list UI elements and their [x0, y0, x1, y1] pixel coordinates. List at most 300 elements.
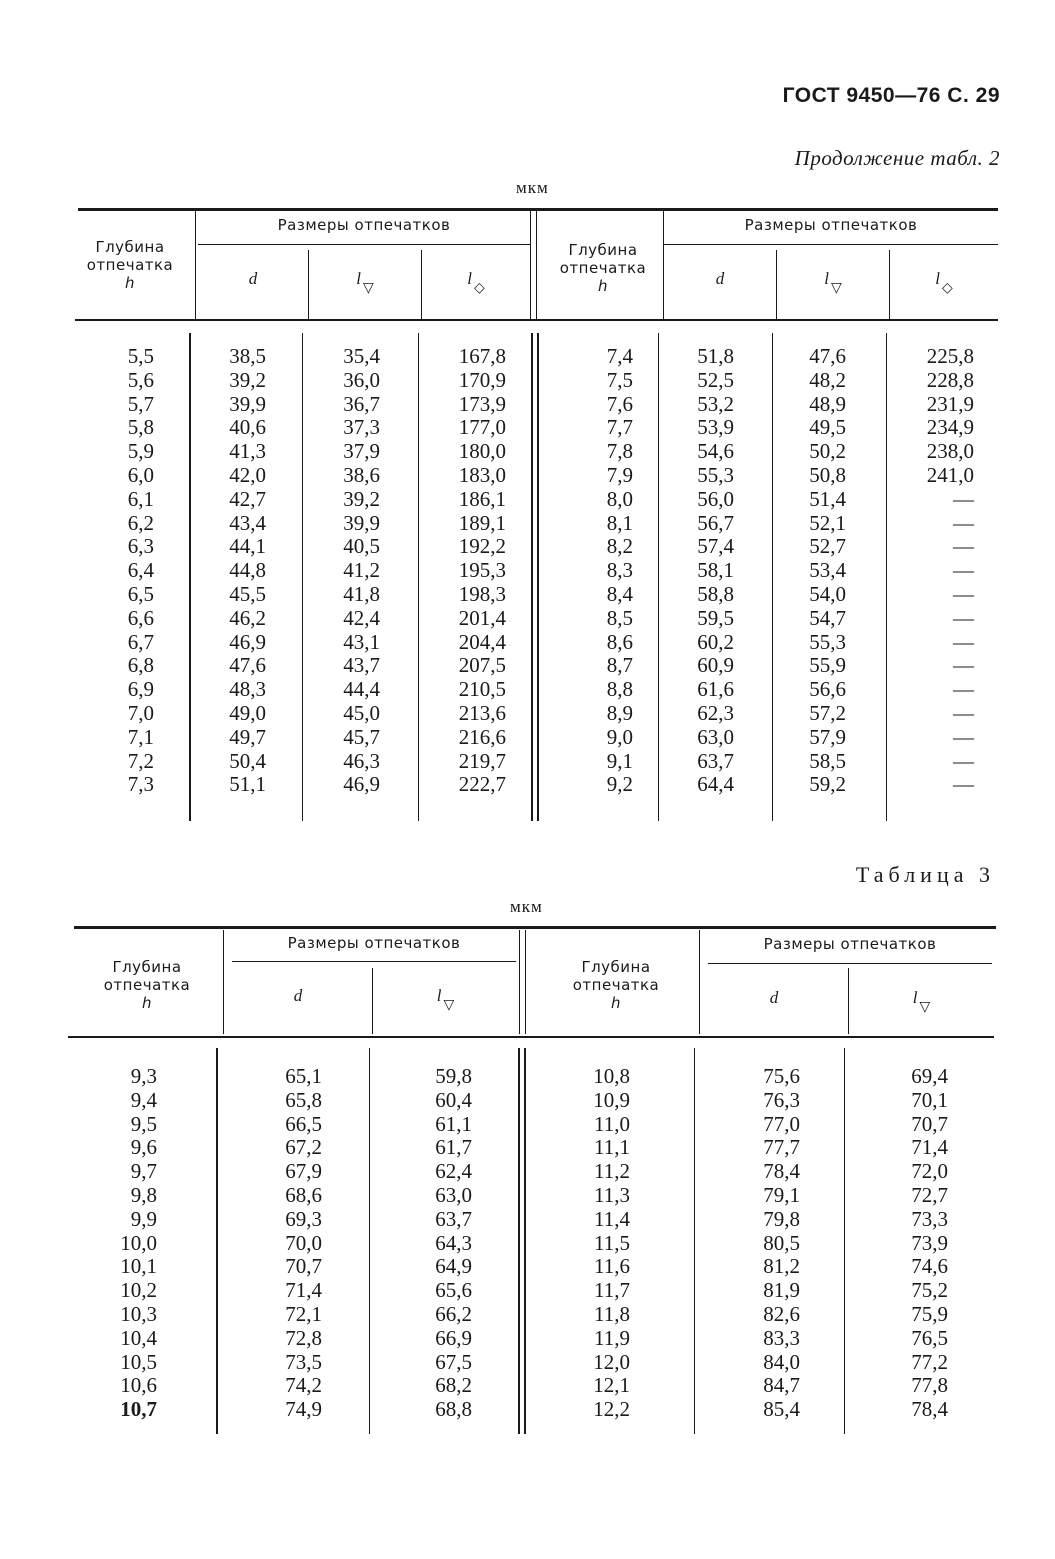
table-cell: 49,7: [229, 724, 266, 749]
table3-right-h-column: [560, 1065, 630, 1422]
table-cell: 57,2: [809, 700, 846, 725]
table-cell: 10,6: [120, 1373, 157, 1398]
table3-divider: [518, 1048, 520, 1434]
table-cell: 81,9: [763, 1278, 800, 1303]
table-cell: 55,3: [809, 629, 846, 654]
table-cell: 55,9: [809, 653, 846, 678]
table-cell: 8,0: [606, 486, 633, 511]
table-cell: 40,5: [343, 534, 380, 559]
table-cell: 77,7: [763, 1135, 800, 1160]
table-cell: 52,5: [697, 367, 734, 392]
depth-symbol: h: [124, 274, 135, 292]
table-cell: 7,2: [127, 748, 154, 773]
table-cell: 76,3: [763, 1087, 800, 1112]
table-cell: 8,1: [606, 510, 633, 535]
table-cell: 70,1: [911, 1087, 948, 1112]
table-cell: 77,0: [763, 1111, 800, 1136]
table-cell: —: [953, 653, 974, 678]
table-cell: 10,9: [593, 1087, 630, 1112]
table-cell: 195,3: [458, 558, 506, 583]
table-cell: 73,5: [285, 1349, 322, 1374]
table-cell: 9,7: [130, 1159, 157, 1184]
table-cell: 9,0: [606, 724, 633, 749]
table-cell: 216,6: [458, 724, 506, 749]
table-cell: 45,5: [229, 581, 266, 606]
table-cell: 79,8: [763, 1206, 800, 1231]
table-cell: 219,7: [458, 748, 506, 773]
table-cell: 43,1: [343, 629, 380, 654]
table-cell: 58,8: [697, 581, 734, 606]
table-cell: 39,9: [343, 510, 380, 535]
table-cell: 38,6: [343, 462, 380, 487]
table3-title: Таблица 3: [855, 862, 995, 887]
table-cell: 42,7: [229, 486, 266, 511]
table-cell: 36,0: [343, 367, 380, 392]
table-cell: 11,7: [594, 1278, 630, 1303]
table-cell: 42,0: [229, 462, 266, 487]
table-cell: 7,5: [606, 367, 633, 392]
table-cell: —: [953, 677, 974, 702]
table-cell: 46,3: [343, 748, 380, 773]
table-cell: 8,3: [606, 558, 633, 583]
table-cell: 85,4: [763, 1397, 800, 1422]
table-cell: 180,0: [458, 439, 506, 464]
table-cell: 189,1: [458, 510, 506, 535]
table-cell: —: [953, 581, 974, 606]
table-cell: 186,1: [458, 486, 506, 511]
table-cell: 39,2: [229, 367, 266, 392]
table-cell: 7,7: [606, 415, 633, 440]
table-cell: 9,3: [130, 1064, 157, 1088]
table-cell: 207,5: [458, 653, 506, 678]
table-cell: 48,9: [809, 391, 846, 416]
table-cell: 54,0: [809, 581, 846, 606]
table-cell: 7,8: [606, 439, 633, 464]
table-cell: 8,4: [606, 581, 633, 606]
table-cell: 6,0: [127, 462, 154, 487]
table-cell: —: [953, 700, 974, 725]
sizes-header: Размеры отпечатков: [277, 216, 451, 234]
table-cell: 7,1: [127, 724, 154, 749]
table-cell: 46,2: [229, 605, 266, 630]
table-cell: 68,6: [285, 1182, 322, 1207]
table-cell: 78,4: [763, 1159, 800, 1184]
table3-right-l-triangle-column: [876, 1065, 948, 1422]
table-cell: 213,6: [458, 700, 506, 725]
table-cell: 37,3: [343, 415, 380, 440]
table-cell: 8,9: [606, 700, 633, 725]
page-header: ГОСТ 9450—76 С. 29: [782, 84, 1000, 107]
table-cell: 51,1: [229, 772, 266, 797]
table-cell: 8,5: [606, 605, 633, 630]
table-cell: 238,0: [926, 439, 974, 464]
table3-left-h-column: [95, 1065, 157, 1422]
table-cell: 198,3: [458, 581, 506, 606]
table-cell: 41,8: [343, 581, 380, 606]
table-cell: 66,2: [435, 1301, 472, 1326]
table-cell: 67,5: [435, 1349, 472, 1374]
table-cell: 241,0: [926, 462, 974, 487]
table-cell: 10,7: [120, 1397, 157, 1422]
table-cell: 39,2: [343, 486, 380, 511]
table-cell: 55,3: [697, 462, 734, 487]
table-cell: 65,6: [435, 1278, 472, 1303]
table-cell: 9,1: [606, 748, 633, 773]
table2-unit: мкм: [516, 178, 549, 197]
table-cell: 84,0: [763, 1349, 800, 1374]
table3-right-d-column: [728, 1065, 800, 1422]
table-cell: 56,0: [697, 486, 734, 511]
table-cell: 52,7: [809, 534, 846, 559]
table-cell: 79,1: [763, 1182, 800, 1207]
table-cell: 64,3: [435, 1230, 472, 1255]
table-cell: 222,7: [458, 772, 506, 797]
table-cell: 43,7: [343, 653, 380, 678]
table-cell: 76,5: [911, 1325, 948, 1350]
d-column-header: d: [715, 269, 725, 288]
table-cell: 10,5: [120, 1349, 157, 1374]
table-cell: 71,4: [911, 1135, 948, 1160]
l-symbol: l: [436, 986, 442, 1005]
table-cell: 10,1: [120, 1254, 157, 1279]
table-cell: 75,2: [911, 1278, 948, 1303]
table-cell: 75,6: [763, 1064, 800, 1088]
depth-header-line2: отпечатка: [572, 976, 660, 994]
table-cell: 47,6: [809, 344, 846, 368]
table-cell: 46,9: [343, 772, 380, 797]
table-cell: 43,4: [229, 510, 266, 535]
table-cell: 61,7: [435, 1135, 472, 1160]
table-cell: 7,9: [606, 462, 633, 487]
table-cell: 228,8: [926, 367, 974, 392]
depth-symbol: h: [597, 277, 608, 295]
depth-header-line1: Глубина: [568, 241, 638, 259]
table-cell: 204,4: [458, 629, 506, 654]
table3-top-rule: [74, 926, 996, 929]
depth-header-line1: Глубина: [95, 238, 165, 256]
table-cell: 45,7: [343, 724, 380, 749]
table-cell: 84,7: [763, 1373, 800, 1398]
table-cell: 9,4: [130, 1087, 157, 1112]
table-cell: 54,7: [809, 605, 846, 630]
table-cell: 9,5: [130, 1111, 157, 1136]
table-cell: 64,9: [435, 1254, 472, 1279]
table-cell: 37,9: [343, 439, 380, 464]
table-cell: 83,3: [763, 1325, 800, 1350]
table3-divider: [524, 1048, 526, 1434]
table-cell: 58,1: [697, 558, 734, 583]
table-cell: 12,0: [593, 1349, 630, 1374]
table-cell: 11,5: [594, 1230, 630, 1255]
table-cell: 10,0: [120, 1230, 157, 1255]
table-cell: 6,3: [127, 534, 154, 559]
sizes-header: Размеры отпечатков: [287, 934, 461, 952]
table-cell: 65,1: [285, 1064, 322, 1088]
table-cell: 77,8: [911, 1373, 948, 1398]
table-cell: 63,0: [435, 1182, 472, 1207]
table-cell: 58,5: [809, 748, 846, 773]
table-cell: 225,8: [926, 344, 974, 368]
table3-sizes-rule-right: [708, 963, 992, 964]
table-cell: 12,1: [593, 1373, 630, 1398]
table-cell: 74,9: [285, 1397, 322, 1422]
table-cell: 50,8: [809, 462, 846, 487]
table-cell: 53,4: [809, 558, 846, 583]
table-cell: 67,9: [285, 1159, 322, 1184]
table-cell: —: [953, 605, 974, 630]
table-cell: 77,2: [911, 1349, 948, 1374]
table-cell: 8,8: [606, 677, 633, 702]
table-cell: 70,7: [911, 1111, 948, 1136]
table-cell: 72,0: [911, 1159, 948, 1184]
table-cell: 78,4: [911, 1397, 948, 1422]
table-cell: 9,6: [130, 1135, 157, 1160]
table-cell: 10,8: [593, 1064, 630, 1088]
table-cell: 8,6: [606, 629, 633, 654]
table3-divider: [223, 930, 224, 1034]
depth-header-line2: отпечатка: [103, 976, 191, 994]
table-cell: 39,9: [229, 391, 266, 416]
table-cell: 9,9: [130, 1206, 157, 1231]
table-cell: 11,3: [594, 1182, 630, 1207]
table-cell: 50,4: [229, 748, 266, 773]
table-cell: 56,6: [809, 677, 846, 702]
table-cell: 6,1: [127, 486, 154, 511]
sizes-header: Размеры отпечатков: [744, 216, 918, 234]
table-cell: 74,6: [911, 1254, 948, 1279]
table-cell: 234,9: [926, 415, 974, 440]
table-cell: 72,8: [285, 1325, 322, 1350]
table-cell: 70,0: [285, 1230, 322, 1255]
table-cell: 8,7: [606, 653, 633, 678]
depth-header-line1: Глубина: [581, 958, 651, 976]
table-cell: 53,2: [697, 391, 734, 416]
table-cell: 12,2: [593, 1397, 630, 1422]
table-cell: 173,9: [458, 391, 506, 416]
table-cell: 71,4: [285, 1278, 322, 1303]
table3-left-d-column: [250, 1065, 322, 1422]
table-cell: 10,2: [120, 1278, 157, 1303]
table-cell: 167,8: [458, 344, 506, 368]
table-cell: 231,9: [926, 391, 974, 416]
table-cell: 56,7: [697, 510, 734, 535]
table-cell: 44,1: [229, 534, 266, 559]
table-cell: 41,3: [229, 439, 266, 464]
table-cell: 8,2: [606, 534, 633, 559]
table-cell: 68,2: [435, 1373, 472, 1398]
sizes-header: Размеры отпечатков: [763, 935, 937, 953]
table-cell: 72,1: [285, 1301, 322, 1326]
table-cell: 9,2: [606, 772, 633, 797]
table-cell: 11,8: [594, 1301, 630, 1326]
table-cell: 52,1: [809, 510, 846, 535]
table-cell: 69,4: [911, 1064, 948, 1088]
table-cell: 72,7: [911, 1182, 948, 1207]
table-cell: 11,1: [594, 1135, 630, 1160]
table-cell: —: [953, 486, 974, 511]
table3-unit: мкм: [510, 897, 543, 916]
table-cell: 57,9: [809, 724, 846, 749]
table-cell: 5,8: [127, 415, 154, 440]
table-cell: 60,4: [435, 1087, 472, 1112]
table-cell: 50,2: [809, 439, 846, 464]
table-cell: 40,6: [229, 415, 266, 440]
table-cell: 6,8: [127, 653, 154, 678]
depth-header: [546, 958, 686, 1012]
diamond-icon: ◇: [941, 281, 953, 296]
table-cell: 5,6: [127, 367, 154, 392]
depth-header-line2: отпечатка: [559, 259, 647, 277]
l-symbol: l: [824, 269, 829, 288]
table-cell: 45,0: [343, 700, 380, 725]
table-cell: 73,9: [911, 1230, 948, 1255]
table-cell: —: [953, 534, 974, 559]
depth-header-line1: Глубина: [112, 958, 182, 976]
table-cell: 66,5: [285, 1111, 322, 1136]
table-cell: —: [953, 558, 974, 583]
table-cell: 6,7: [127, 629, 154, 654]
table-cell: 6,5: [127, 581, 154, 606]
table-cell: 51,8: [697, 344, 734, 368]
table-continuation-caption: Продолжение табл. 2: [794, 146, 1000, 170]
triangle-icon: ▽: [919, 1000, 931, 1015]
table-cell: 82,6: [763, 1301, 800, 1326]
table-cell: 59,5: [697, 605, 734, 630]
table3-divider: [525, 930, 526, 1034]
table-cell: 67,2: [285, 1135, 322, 1160]
table-cell: 48,2: [809, 367, 846, 392]
table-cell: 61,6: [697, 677, 734, 702]
table-cell: 47,6: [229, 653, 266, 678]
table-cell: 6,6: [127, 605, 154, 630]
table-cell: 5,9: [127, 439, 154, 464]
table-cell: 183,0: [458, 462, 506, 487]
l-symbol: l: [935, 269, 940, 288]
table-cell: 81,2: [763, 1254, 800, 1279]
table3-left-l-triangle-column: [400, 1065, 472, 1422]
table-cell: 6,9: [127, 677, 154, 702]
table-cell: 60,2: [697, 629, 734, 654]
triangle-icon: ▽: [443, 998, 455, 1013]
table-cell: 7,3: [127, 772, 154, 797]
diamond-icon: ◇: [473, 281, 485, 296]
table-cell: —: [953, 724, 974, 749]
table-cell: 75,9: [911, 1301, 948, 1326]
table-cell: 11,0: [594, 1111, 630, 1136]
table-cell: —: [953, 510, 974, 535]
table-cell: 44,8: [229, 558, 266, 583]
table-cell: 69,3: [285, 1206, 322, 1231]
table-cell: 42,4: [343, 605, 380, 630]
table-cell: 54,6: [697, 439, 734, 464]
table-cell: 192,2: [458, 534, 506, 559]
l-symbol: l: [467, 269, 472, 288]
table-cell: 57,4: [697, 534, 734, 559]
table-cell: 49,0: [229, 700, 266, 725]
table-cell: 201,4: [458, 605, 506, 630]
table-cell: 46,9: [229, 629, 266, 654]
table-cell: 60,9: [697, 653, 734, 678]
table-cell: 63,7: [435, 1206, 472, 1231]
table-cell: 61,1: [435, 1111, 472, 1136]
table-cell: 7,4: [606, 344, 633, 368]
table-cell: 70,7: [285, 1254, 322, 1279]
table3-header-bottom-rule: [68, 1036, 994, 1038]
table-cell: 48,3: [229, 677, 266, 702]
table-cell: 10,4: [120, 1325, 157, 1350]
l-triangle-column-header: [373, 986, 518, 1013]
table-cell: 210,5: [458, 677, 506, 702]
depth-header: [80, 958, 214, 1012]
table-cell: —: [953, 748, 974, 773]
table3-divider: [694, 1048, 695, 1434]
table-cell: 11,6: [594, 1254, 630, 1279]
table-cell: 66,9: [435, 1325, 472, 1350]
table3-sizes-rule-left: [232, 961, 516, 962]
table-cell: —: [953, 629, 974, 654]
table-cell: 11,9: [594, 1325, 630, 1350]
table-cell: 62,3: [697, 700, 734, 725]
depth-symbol: h: [610, 994, 621, 1012]
triangle-icon: ▽: [362, 281, 374, 296]
table-cell: 6,4: [127, 558, 154, 583]
table-cell: 73,3: [911, 1206, 948, 1231]
table-cell: 63,7: [697, 748, 734, 773]
table-cell: 11,4: [594, 1206, 630, 1231]
depth-symbol: h: [141, 994, 152, 1012]
table3-divider: [844, 1048, 845, 1434]
l-symbol: l: [356, 269, 361, 288]
table-cell: 80,5: [763, 1230, 800, 1255]
depth-header-line2: отпечатка: [86, 256, 174, 274]
table-cell: 5,7: [127, 391, 154, 416]
table-cell: 177,0: [458, 415, 506, 440]
table3-divider: [369, 1048, 370, 1434]
table3-divider: [216, 1048, 218, 1434]
table-cell: 7,0: [127, 700, 154, 725]
table-cell: 41,2: [343, 558, 380, 583]
table-cell: 5,5: [127, 344, 154, 368]
table-cell: 59,8: [435, 1064, 472, 1088]
table-cell: 38,5: [229, 344, 266, 368]
table-cell: 35,4: [343, 344, 380, 368]
table3-divider: [699, 930, 700, 1034]
table-cell: 9,8: [130, 1182, 157, 1207]
table-cell: 170,9: [458, 367, 506, 392]
d-column-header: d: [293, 986, 303, 1005]
table-cell: —: [953, 772, 974, 797]
table-cell: 6,2: [127, 510, 154, 535]
d-column-header: d: [248, 269, 258, 288]
table-cell: 49,5: [809, 415, 846, 440]
l-symbol: l: [912, 988, 918, 1007]
table-cell: 74,2: [285, 1373, 322, 1398]
table-cell: 51,4: [809, 486, 846, 511]
d-column-header: d: [769, 988, 779, 1007]
table-cell: 36,7: [343, 391, 380, 416]
table-cell: 10,3: [120, 1301, 157, 1326]
table-cell: 59,2: [809, 772, 846, 797]
table-cell: 62,4: [435, 1159, 472, 1184]
table-cell: 44,4: [343, 677, 380, 702]
table-cell: 63,0: [697, 724, 734, 749]
table-cell: 64,4: [697, 772, 734, 797]
table-cell: 68,8: [435, 1397, 472, 1422]
l-triangle-column-header: [849, 988, 994, 1015]
table-cell: 65,8: [285, 1087, 322, 1112]
table3-divider: [519, 930, 520, 1034]
triangle-icon: ▽: [830, 281, 842, 296]
